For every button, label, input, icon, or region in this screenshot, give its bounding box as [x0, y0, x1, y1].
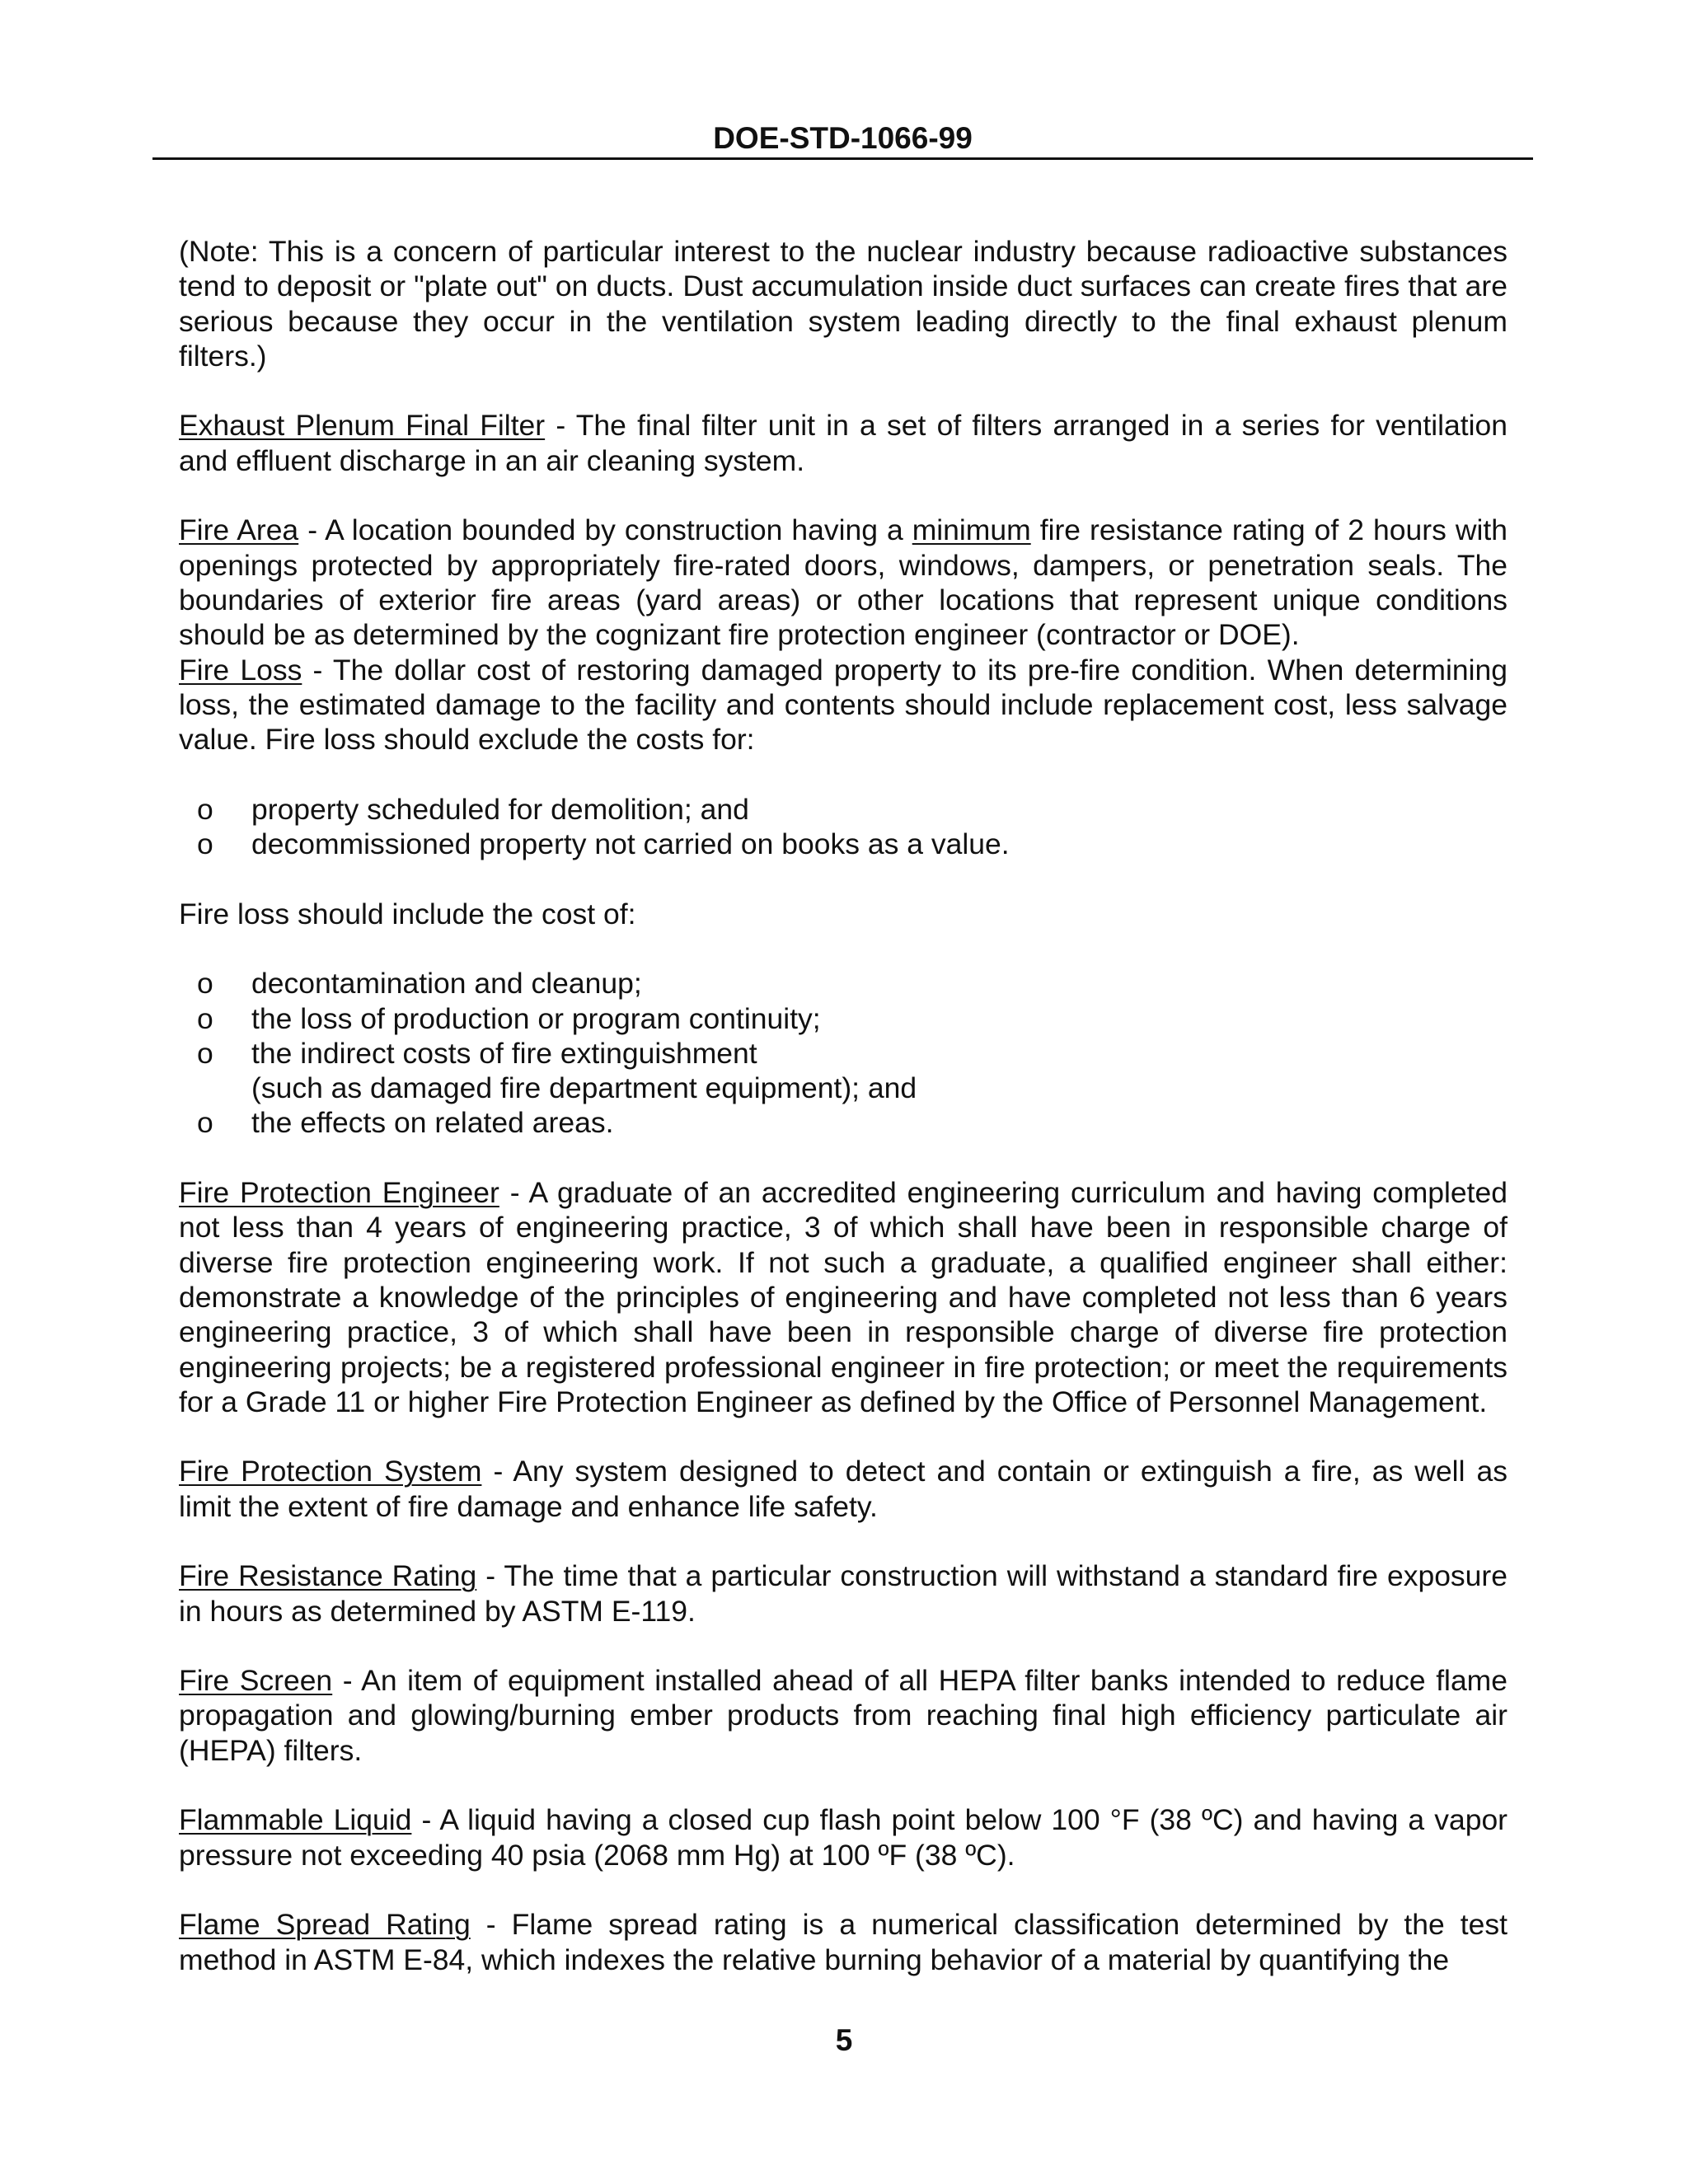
- bullet-marker: o: [197, 827, 213, 861]
- definition-fire-area: [179, 513, 1507, 652]
- term-exhaust-plenum-final-filter: Exhaust Plenum Final Filter: [179, 409, 546, 443]
- definition-fire-resistance-rating: [179, 1558, 1507, 1629]
- definition-text: fire resistance rating of 2 hours with openings protected by appropriately fire-rated doors, windows, dampers, or penetration seals. The boundaries of exterior fire areas (yard areas) or other locations that represent unique conditions should be as determined by the cognizant fire protection engineer (contractor or DOE).: [179, 513, 1507, 652]
- document-body: [179, 234, 1507, 1977]
- list-item: [179, 966, 1507, 1001]
- list-item: [179, 1001, 1507, 1036]
- definition-text: - A graduate of an accredited engineering curriculum and having completed not less than 4 years of engineering practice, 3 of which shall have been in responsible charge of diverse fire protection engineering work. If not such a graduate, a qualified engineer shall either: demonstrate a knowledge of the principles of engineering and have completed not less than 6 years engineering practice, 3 of which shall have been in responsible charge of diverse fire protection engineering projects; be a registered professional engineer in fire protection; or meet the requirements for a Grade 11 or higher Fire Protection Engineer as defined by the Office of Personnel Management.: [179, 1176, 1507, 1418]
- list-item: [179, 1105, 1507, 1140]
- term-fire-protection-engineer: Fire Protection Engineer: [179, 1176, 499, 1210]
- bullet-marker: o: [197, 967, 213, 1001]
- fire-loss-include-intro: Fire loss should include the cost of:: [179, 897, 636, 930]
- term-fire-screen: Fire Screen: [179, 1664, 333, 1698]
- list-item-text: the indirect costs of fire extinguishment: [251, 1036, 757, 1070]
- note-paragraph: (Note: This is a concern of particular interest to the nuclear industry because radioactive substances tend to deposit or "plate out" on ducts. Dust accumulation inside duct surfaces can create fires that are serious because they occur in the ventilation system leading directly to the final exhaust plenum filters.): [179, 235, 1507, 373]
- list-item: [179, 792, 1507, 827]
- header-rule: [152, 157, 1533, 160]
- definition-fire-protection-engineer: [179, 1175, 1507, 1419]
- fire-loss-exclude-list: [179, 792, 1507, 862]
- list-item-text: the effects on related areas.: [251, 1106, 614, 1140]
- definition-text: - A liquid having a closed cup flash point below 100 °F (38 ºC) and having a vapor pressure not exceeding 40 psia (2068 mm Hg) at 100 ºF (38 ºC).: [179, 1803, 1508, 1872]
- list-item-text: decontamination and cleanup;: [251, 967, 642, 1001]
- definition-exhaust-plenum-final-filter: [179, 408, 1507, 478]
- list-item: [179, 1036, 1507, 1071]
- term-fire-loss: Fire Loss: [179, 653, 302, 687]
- definition-text: - Flame spread rating is a numerical classification determined by the test method in ASTM E-84, which indexes the relative burning behavior of a material by quantifying the: [179, 1908, 1507, 1976]
- definition-text: - The dollar cost of restoring damaged property to its pre-fire condition. When determining loss, the estimated damage to the facility and contents should include replacement cost, less salvage value. Fire loss should exclude the costs for:: [179, 653, 1507, 757]
- definition-text: - A location bounded by construction having a: [298, 513, 912, 547]
- bullet-marker: o: [197, 1036, 213, 1070]
- list-item: [179, 827, 1507, 861]
- term-fire-protection-system: Fire Protection System: [179, 1455, 482, 1488]
- definition-fire-loss: [179, 653, 1507, 757]
- definition-text: - Any system designed to detect and contain or extinguish a fire, as well as limit the extent of fire damage and enhance life safety.: [179, 1455, 1507, 1523]
- list-item-continuation: [179, 1071, 1507, 1105]
- definition-flammable-liquid: [179, 1802, 1507, 1872]
- emphasis-minimum: minimum: [912, 513, 1031, 547]
- list-item-text: the loss of production or program continuity;: [251, 1001, 821, 1035]
- definition-text: - The time that a particular construction will withstand a standard fire exposure in hours as determined by ASTM E-119.: [179, 1559, 1507, 1628]
- definition-text: - An item of equipment installed ahead of all HEPA filter banks intended to reduce flame propagation and glowing/burning ember products from reaching final high efficiency particulate air (HEPA) filters.: [179, 1664, 1507, 1767]
- definition-fire-protection-system: [179, 1454, 1507, 1524]
- definition-fire-screen: [179, 1663, 1507, 1768]
- fire-loss-include-list: [179, 966, 1507, 1140]
- document-id-header: DOE-STD-1066-99: [713, 121, 973, 155]
- term-fire-resistance-rating: Fire Resistance Rating: [179, 1559, 477, 1593]
- term-fire-area: Fire Area: [179, 513, 299, 547]
- bullet-marker: o: [197, 792, 213, 826]
- definition-flame-spread-rating: [179, 1907, 1507, 1977]
- list-item-text: (such as damaged fire department equipment); and: [251, 1071, 917, 1105]
- page-number: 5: [835, 2023, 853, 2057]
- term-flame-spread-rating: Flame Spread Rating: [179, 1908, 471, 1942]
- bullet-marker: o: [197, 1001, 213, 1035]
- bullet-marker: o: [197, 1106, 213, 1140]
- definition-text: - The final filter unit in a set of filters arranged in a series for ventilation and effluent discharge in an air cleaning system.: [179, 409, 1507, 477]
- list-item-text: property scheduled for demolition; and: [251, 792, 749, 826]
- term-flammable-liquid: Flammable Liquid: [179, 1803, 412, 1837]
- list-item-text: decommissioned property not carried on books as a value.: [251, 827, 1010, 861]
